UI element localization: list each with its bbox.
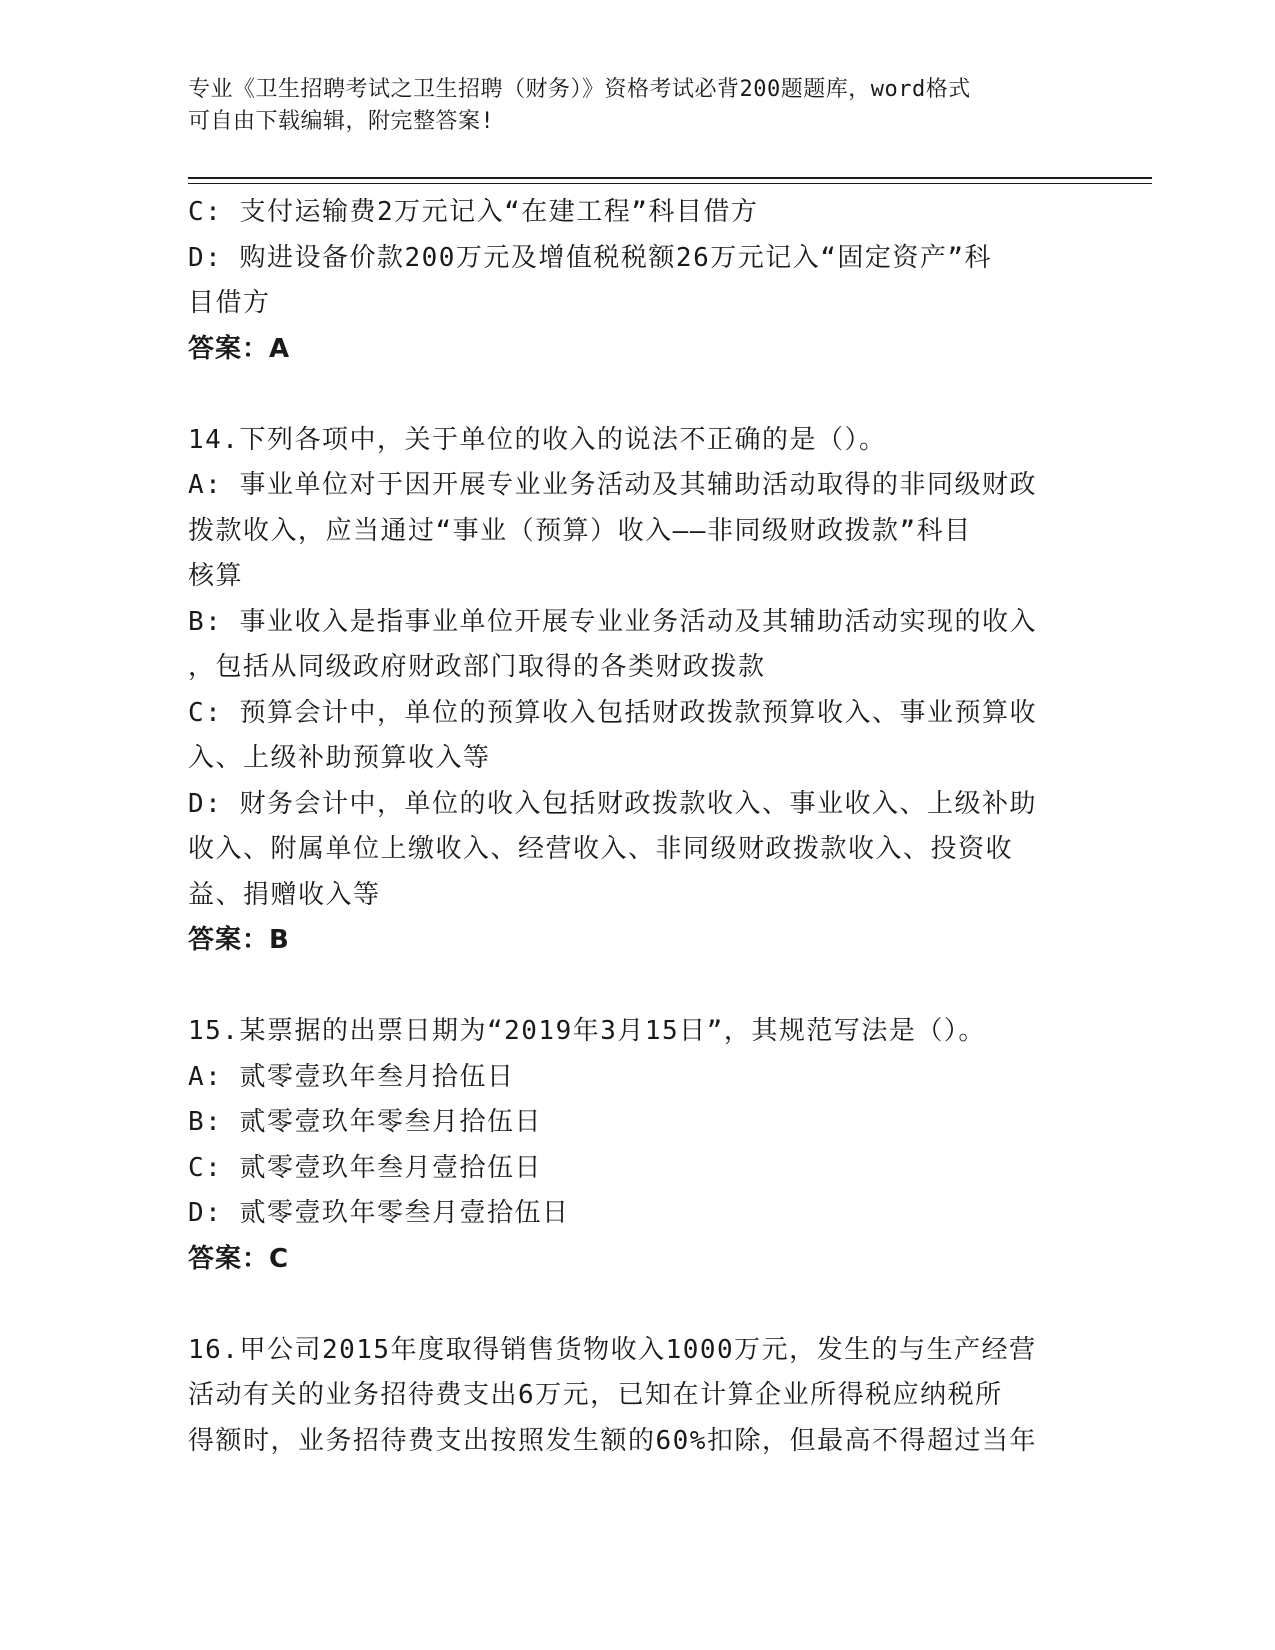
q13-option-c: C: 支付运输费2万元记入“在建工程”科目借方 bbox=[188, 197, 759, 227]
spacer bbox=[188, 1282, 1088, 1328]
q13-option-d-line-2: 目借方 bbox=[188, 288, 271, 318]
header-divider-thick bbox=[188, 177, 1152, 179]
q14-option-d-line-1: D: 财务会计中，单位的收入包括财政拨款收入、事业收入、上级补助 bbox=[188, 788, 1037, 819]
page-header bbox=[188, 74, 1088, 138]
header-title-line-1: 专业《卫生招聘考试之卫生招聘（财务）》资格考试必背200题题库，word格式 bbox=[188, 77, 971, 102]
spacer bbox=[188, 372, 1088, 418]
question-16 bbox=[188, 1328, 1088, 1465]
document-body bbox=[188, 190, 1088, 1464]
question-14 bbox=[188, 418, 1088, 964]
q16-stem-line-2: 活动有关的业务招待费支出6万元，已知在计算企业所得税应纳税所 bbox=[188, 1380, 1003, 1410]
header-divider-thin bbox=[188, 183, 1152, 184]
q15-option-b: B: 贰零壹玖年零叁月拾伍日 bbox=[188, 1107, 542, 1137]
q14-option-a-line-1: A: 事业单位对于因开展专业业务活动及其辅助活动取得的非同级财政 bbox=[188, 470, 1037, 500]
q14-option-d-line-2: 收入、附属单位上缴收入、经营收入、非同级财政拨款收入、投资收 bbox=[188, 834, 1014, 864]
q14-option-c-line-2: 入、上级补助预算收入等 bbox=[188, 743, 491, 773]
q13-answer: 答案：A bbox=[188, 333, 291, 364]
header-title-line-2: 可自由下载编辑，附完整答案! bbox=[188, 109, 495, 134]
q14-option-b-line-1: B: 事业收入是指事业单位开展专业业务活动及其辅助活动实现的收入 bbox=[188, 606, 1037, 637]
q15-option-a: A: 贰零壹玖年叁月拾伍日 bbox=[188, 1061, 515, 1092]
spacer bbox=[188, 964, 1088, 1010]
q14-answer: 答案：B bbox=[188, 925, 290, 955]
q14-option-d-line-3: 益、捐赠收入等 bbox=[188, 879, 381, 910]
question-15 bbox=[188, 1009, 1088, 1282]
q14-stem: 14.下列各项中，关于单位的收入的说法不正确的是（）。 bbox=[188, 424, 887, 455]
q15-answer: 答案：C bbox=[188, 1243, 290, 1274]
q14-option-b-line-2: ，包括从同级政府财政部门取得的各类财政拨款 bbox=[188, 652, 766, 682]
q13-option-d-line-1: D: 购进设备价款200万元及增值税税额26万元记入“固定资产”科 bbox=[188, 242, 993, 273]
q16-stem-line-1: 16.甲公司2015年度取得销售货物收入1000万元，发生的与生产经营 bbox=[188, 1334, 1037, 1365]
q15-option-c: C: 贰零壹玖年叁月壹拾伍日 bbox=[188, 1152, 542, 1183]
q14-option-a-line-2: 拨款收入，应当通过“事业（预算）收入——非同级财政拨款”科目 bbox=[188, 515, 972, 546]
question-13 bbox=[188, 190, 1088, 372]
q15-option-d: D: 贰零壹玖年零叁月壹拾伍日 bbox=[188, 1198, 570, 1228]
q16-stem-line-3: 得额时，业务招待费支出按照发生额的60%扣除，但最高不得超过当年 bbox=[188, 1425, 1037, 1456]
q15-stem: 15.某票据的出票日期为“2019年3月15日”，其规范写法是（）。 bbox=[188, 1016, 986, 1046]
q14-option-c-line-1: C: 预算会计中，单位的预算收入包括财政拨款预算收入、事业预算收 bbox=[188, 697, 1037, 728]
q14-option-a-line-3: 核算 bbox=[188, 561, 244, 591]
